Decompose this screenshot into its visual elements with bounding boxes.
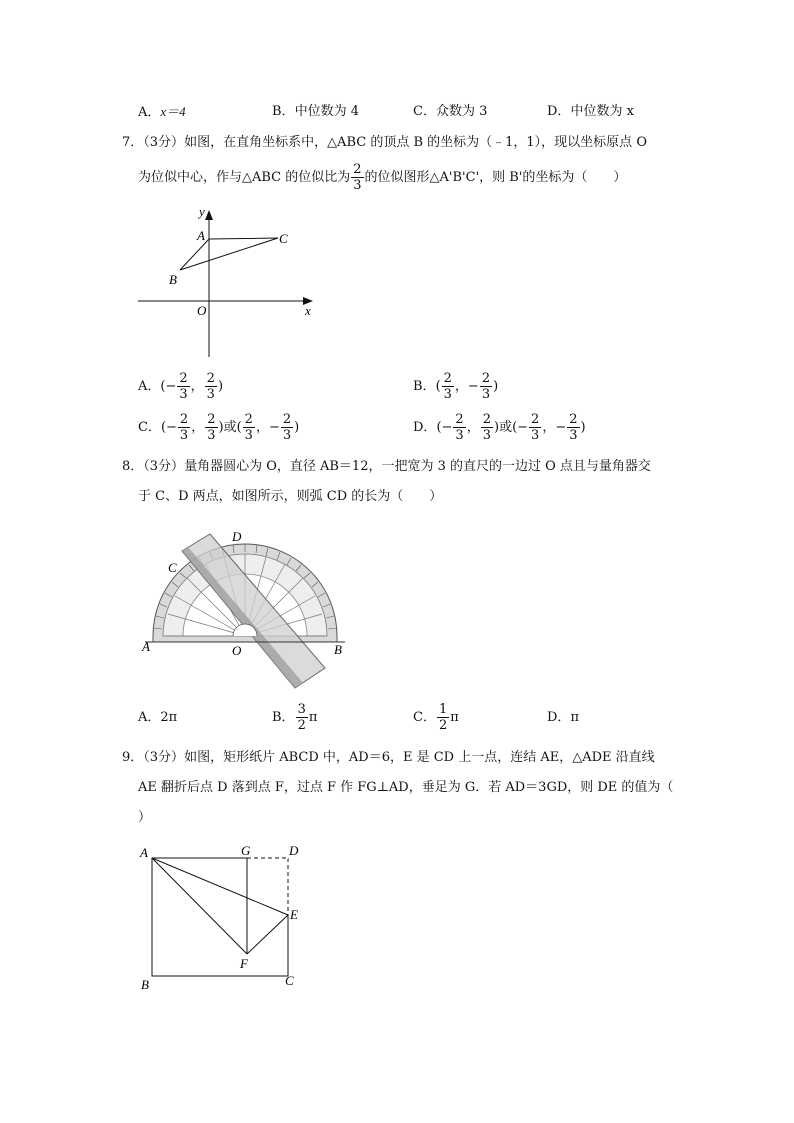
q9-label-d: D bbox=[289, 843, 299, 858]
q8-label-o: O bbox=[232, 643, 242, 658]
q7-y-arrow bbox=[205, 210, 213, 220]
q7-label-o: O bbox=[197, 303, 207, 318]
q8-option-a: A．2π bbox=[138, 710, 178, 725]
q7-option-b: B．( $\frac{2}{3}$ ，− $\frac{2}{3}$ ) bbox=[413, 371, 499, 402]
q9-label-b: B bbox=[141, 977, 149, 992]
q9-label-a: A bbox=[140, 845, 148, 860]
q8-option-b: B． $\frac{3}{2}$ π bbox=[272, 702, 318, 733]
q9-label-c: C bbox=[285, 973, 294, 988]
q7-coordinate-figure bbox=[130, 200, 330, 362]
q9-line-2: AE 翻折后点 D 落到点 F，过点 F 作 FG⊥AD，垂足为 G．若 AD＝3GD，则 DE 的值为（ bbox=[138, 780, 674, 795]
q8-label-d: D bbox=[232, 529, 242, 544]
q8-label-b: B bbox=[334, 642, 342, 657]
q8-label-c: C bbox=[168, 560, 177, 575]
segment-fe bbox=[247, 915, 288, 954]
q7-triangle-abc bbox=[180, 238, 278, 270]
q7-label-x: x bbox=[305, 303, 311, 318]
q9-line-1: 9．（3分）如图，矩形纸片 ABCD 中，AD＝6，E 是 CD 上一点，连结 AE，△ADE 沿直线 bbox=[122, 750, 655, 765]
q7-ratio-fraction: $\frac{2}{3}$ bbox=[353, 162, 362, 193]
q6-option-b: B．中位数为 4 bbox=[272, 104, 359, 119]
q7-option-a: A．(− $\frac{2}{3}$ ， $\frac{2}{3}$ ) bbox=[138, 371, 224, 402]
q8-protractor-figure bbox=[135, 520, 355, 695]
q9-label-g: G bbox=[241, 843, 251, 858]
q9-line-3: ） bbox=[138, 810, 152, 825]
q7-label-y: y bbox=[199, 204, 205, 219]
q7-line-2: 为位似中心，作与△ABC 的位似比为 $\frac{2}{3}$ 的位似图形△A'B'C'，则 B'的坐标为（ ） bbox=[138, 162, 627, 193]
q7-option-d: D．(− $\frac{2}{3}$ ， $\frac{2}{3}$ )或(− $\frac{2}{3}$ ，− $\frac{2}{3}$ ) bbox=[413, 412, 586, 443]
q8-label-a: A bbox=[142, 639, 150, 654]
q7-line-1: 7．（3分）如图，在直角坐标系中，△ABC 的顶点 B 的坐标为（﹣1，1），现以坐标原点 O bbox=[122, 135, 647, 150]
q6-option-d: D．中位数为 x bbox=[547, 104, 634, 119]
q6-option-a: A．x＝4 bbox=[138, 104, 186, 120]
q8-option-c: C． $\frac{1}{2}$ π bbox=[413, 702, 459, 733]
q7-label-a: A bbox=[197, 228, 205, 243]
q8-option-d: D．π bbox=[547, 710, 579, 725]
q9-label-e: E bbox=[290, 907, 298, 922]
q7-option-c: C．(− $\frac{2}{3}$ ， $\frac{2}{3}$ )或( $\frac{2}{3}$ ，− $\frac{2}{3}$ ) bbox=[138, 412, 300, 443]
q9-label-f: F bbox=[240, 956, 248, 971]
q8-line-2: 于 C、D 两点，如图所示，则弧 CD 的长为（ ） bbox=[138, 489, 443, 504]
q8-line-1: 8．（3分）量角器圆心为 O，直径 AB＝12，一把宽为 3 的直尺的一边过 O 点且与量角器交 bbox=[122, 459, 651, 474]
rect-abcd bbox=[152, 858, 288, 976]
q7-label-b: B bbox=[169, 272, 177, 287]
q7-label-c: C bbox=[279, 231, 288, 246]
segment-af bbox=[152, 858, 247, 954]
segment-ae bbox=[152, 858, 288, 915]
q9-rectangle-figure bbox=[135, 840, 310, 995]
q6-option-c: C．众数为 3 bbox=[413, 104, 488, 119]
